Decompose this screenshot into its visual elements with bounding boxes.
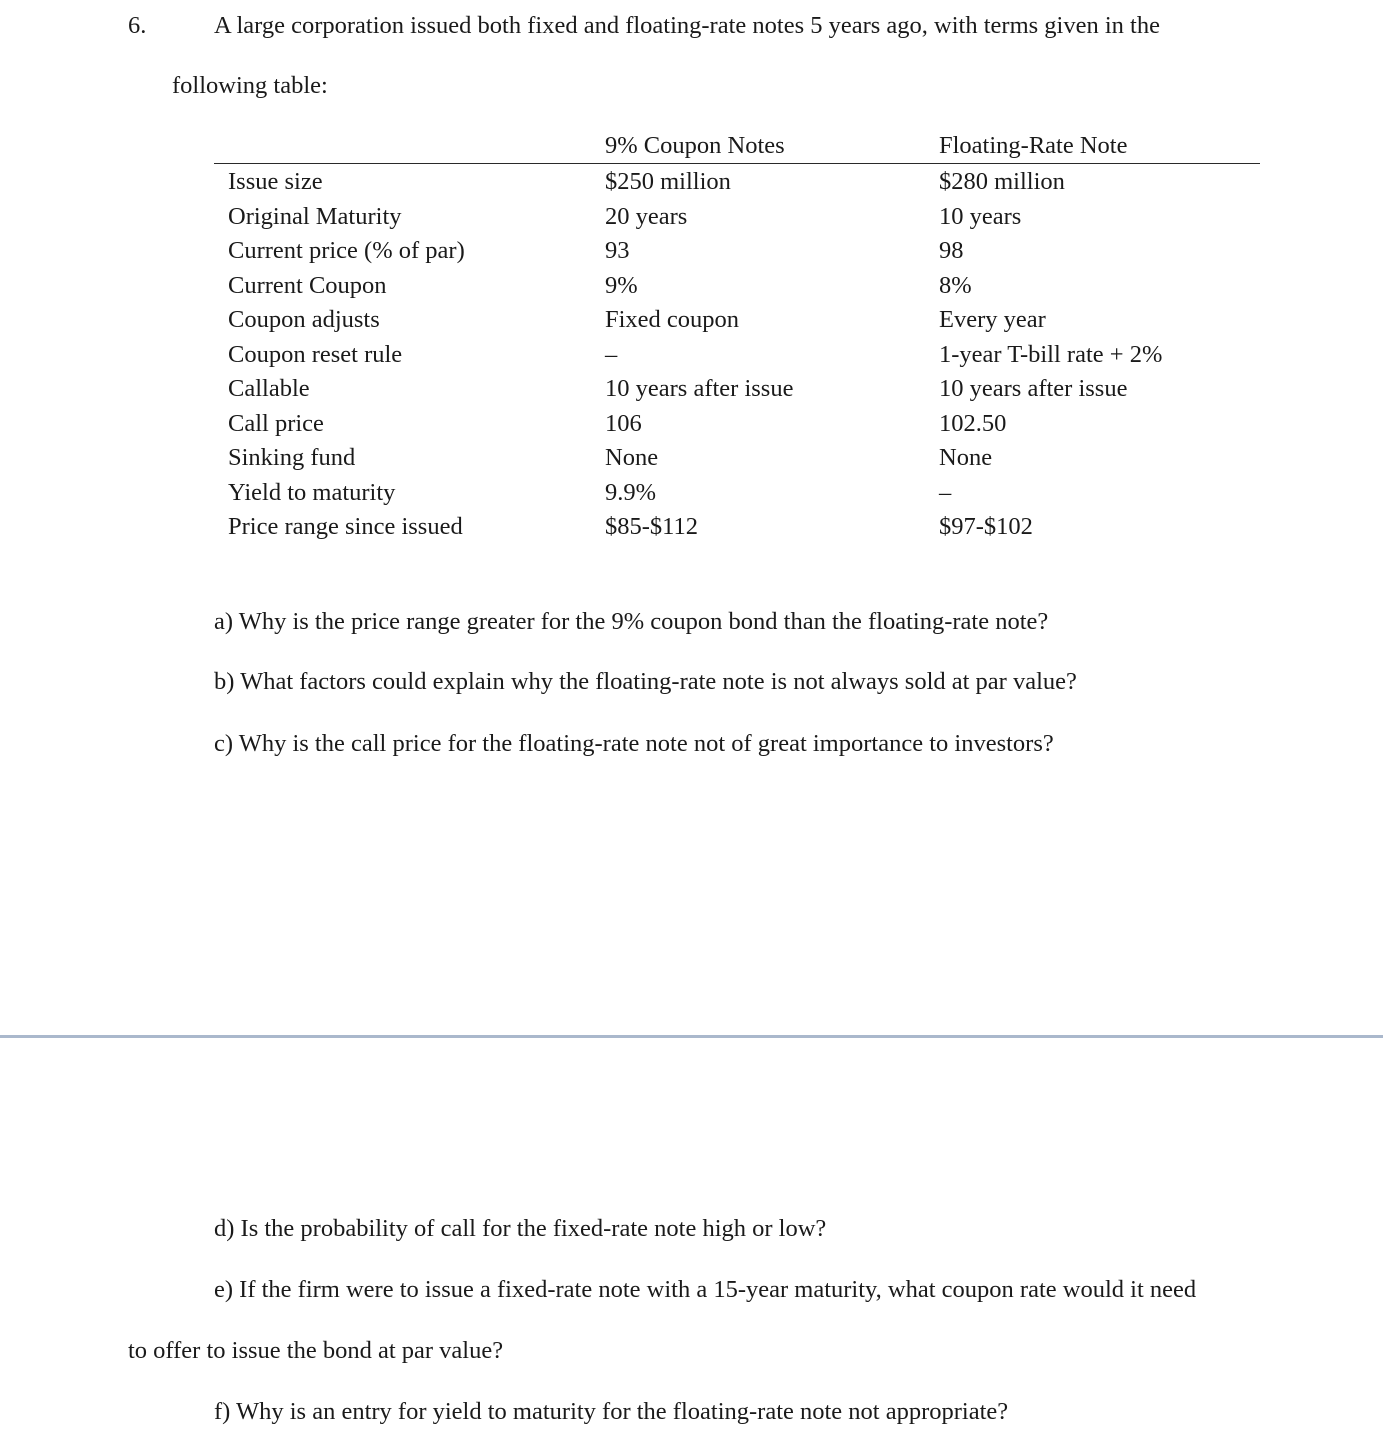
row-fixed-value: Fixed coupon (605, 306, 740, 333)
part-b: b) What factors could explain why the floating-rate note is not always sold at par value? (214, 668, 1077, 695)
part-e-line1: e) If the firm were to issue a fixed-rate note with a 15-year maturity, what coupon rate would it need (214, 1276, 1197, 1303)
row-fixed-value: 106 (605, 410, 642, 437)
part-a: a) Why is the price range greater for the 9% coupon bond than the floating-rate note? (214, 608, 1049, 635)
part-f: f) Why is an entry for yield to maturity for the floating-rate note not appropriate? (214, 1398, 1009, 1425)
row-floating-value: 98 (939, 237, 964, 264)
row-floating-value: 10 years (939, 203, 1022, 230)
question-number: 6. (128, 12, 147, 39)
row-label: Sinking fund (228, 444, 356, 471)
row-label: Price range since issued (228, 513, 463, 540)
column-header-floating: Floating-Rate Note (939, 132, 1128, 159)
question-intro-line2: following table: (172, 72, 328, 99)
row-label: Yield to maturity (228, 479, 396, 506)
question-intro-line1: A large corporation issued both fixed and floating-rate notes 5 years ago, with terms given in the (214, 12, 1160, 39)
row-floating-value: 8% (939, 272, 972, 299)
row-fixed-value: 20 years (605, 203, 688, 230)
page-divider (0, 1035, 1383, 1038)
row-floating-value: $97-$102 (939, 513, 1033, 540)
row-label: Call price (228, 410, 324, 437)
row-floating-value: 10 years after issue (939, 375, 1128, 402)
row-label: Callable (228, 375, 310, 402)
row-fixed-value: $250 million (605, 168, 731, 195)
row-fixed-value: – (605, 341, 618, 368)
column-header-fixed: 9% Coupon Notes (605, 132, 785, 159)
row-floating-value: Every year (939, 306, 1046, 333)
row-label: Current price (% of par) (228, 237, 465, 264)
part-e-line2: to offer to issue the bond at par value? (128, 1337, 504, 1364)
row-fixed-value: 10 years after issue (605, 375, 794, 402)
row-fixed-value: 93 (605, 237, 630, 264)
row-label: Original Maturity (228, 203, 402, 230)
row-fixed-value: None (605, 444, 659, 471)
row-floating-value: 102.50 (939, 410, 1007, 437)
row-floating-value: – (939, 479, 952, 506)
row-fixed-value: $85-$112 (605, 513, 698, 540)
row-fixed-value: 9.9% (605, 479, 657, 506)
row-floating-value: 1-year T-bill rate + 2% (939, 341, 1163, 368)
row-label: Issue size (228, 168, 323, 195)
row-floating-value: $280 million (939, 168, 1065, 195)
row-label: Current Coupon (228, 272, 387, 299)
row-label: Coupon adjusts (228, 306, 380, 333)
row-fixed-value: 9% (605, 272, 638, 299)
row-floating-value: None (939, 444, 993, 471)
part-c: c) Why is the call price for the floating-rate note not of great importance to investors? (214, 730, 1054, 757)
row-label: Coupon reset rule (228, 341, 403, 368)
part-d: d) Is the probability of call for the fixed-rate note high or low? (214, 1215, 827, 1242)
table-header-rule (214, 163, 1260, 164)
